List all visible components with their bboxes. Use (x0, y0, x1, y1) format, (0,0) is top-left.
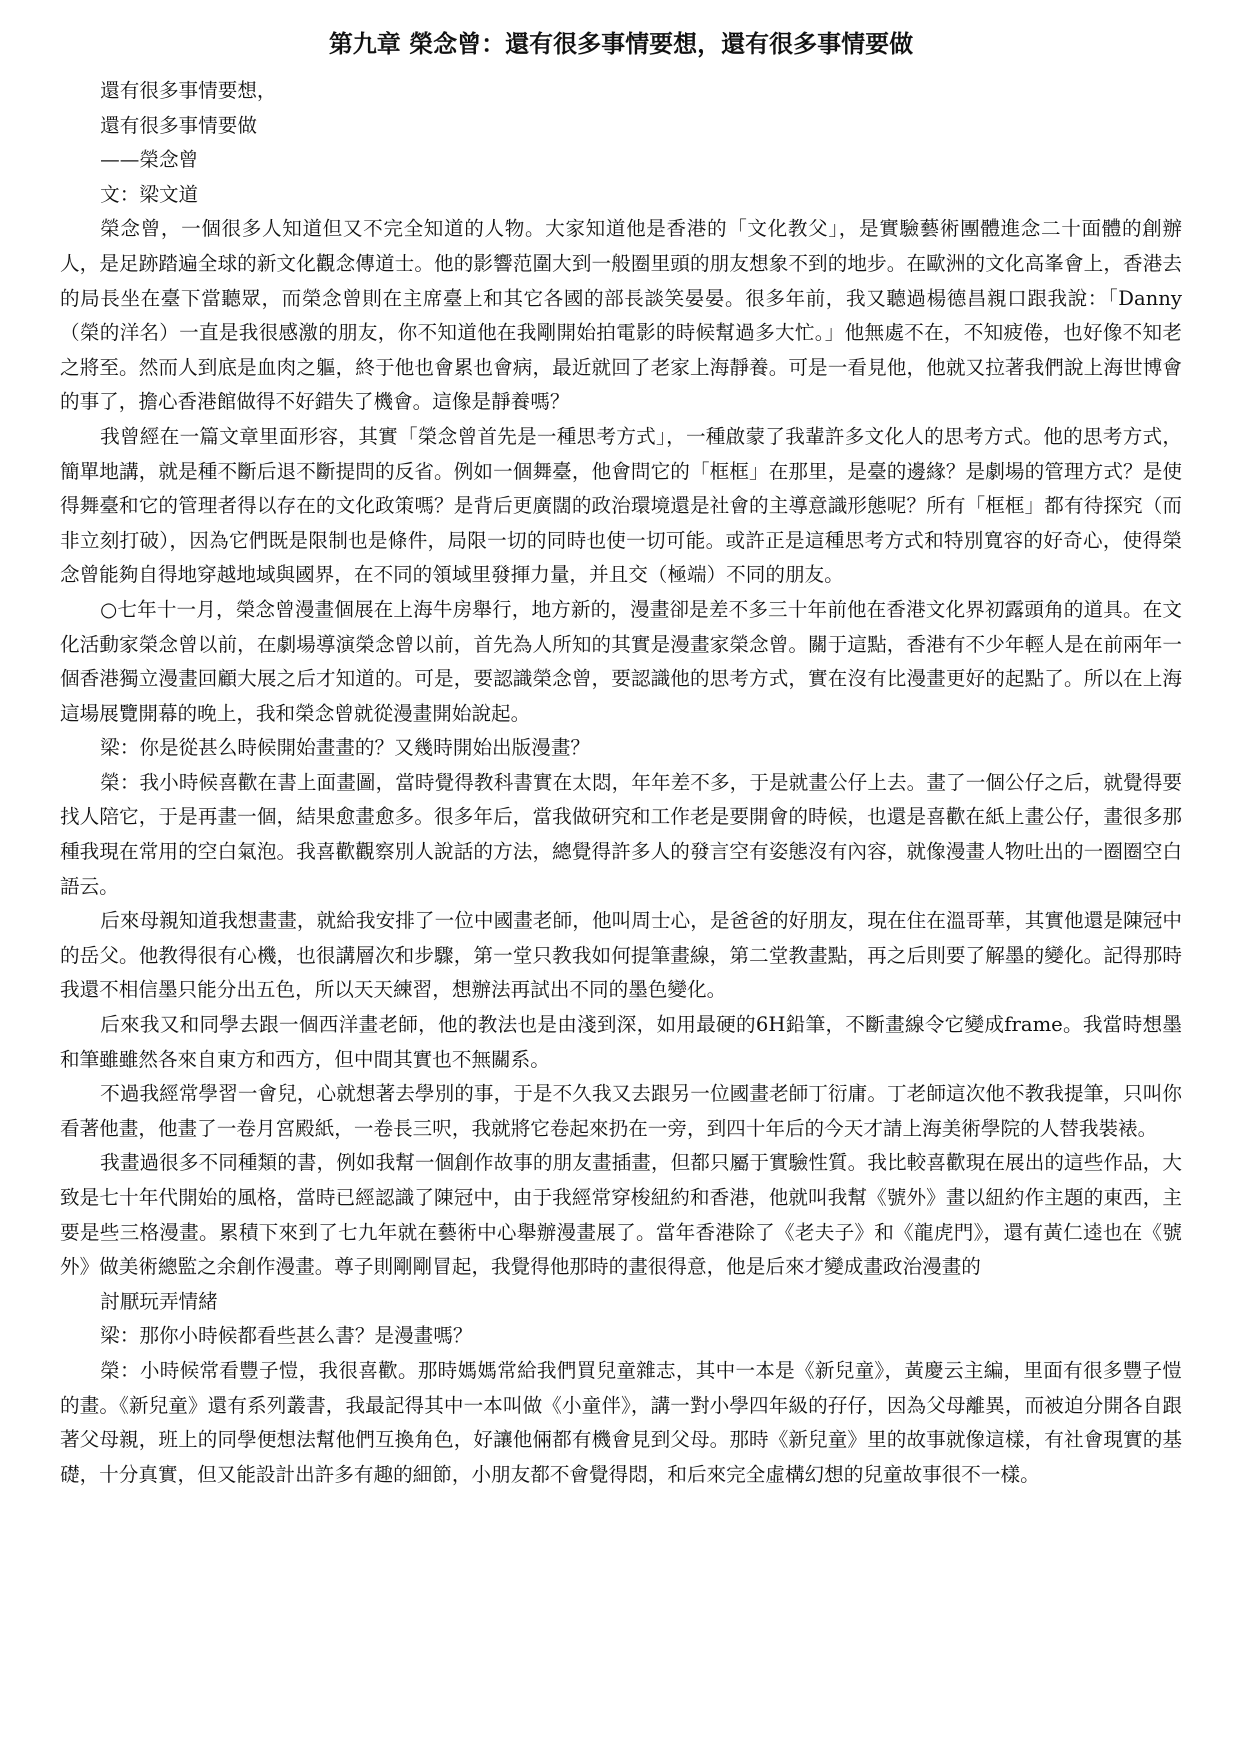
body-paragraph: 后來我又和同學去跟一個西洋畫老師，他的教法也是由淺到深，如用最硬的6H鉛筆，不斷畫線令它變成frame。我當時想墨和筆雖雖然各來自東方和西方，但中間其實也不無關系。 (60, 1013, 1182, 1071)
body-paragraph: 榮念曾，一個很多人知道但又不完全知道的人物。大家知道他是香港的「文化教父」，是實驗藝術團體進念二十面體的創辦人，是足跡踏遍全球的新文化觀念傳道士。他的影響范圍大到一般圈里頭的朋友想象不到的地步。在歐洲的文化高峯會上，香港去的局長坐在臺下當聽眾，而榮念曾則在主席臺上和其它各國的部長談笑晏晏。很多年前，我又聽過楊德昌親口跟我說：「Danny（榮的洋名）一直是我很感激的朋友，你不知道他在我剛開始拍電影的時候幫過多大忙。」他無處不在，不知疲倦，也好像不知老之將至。然而人到底是血肉之軀，終于他也會累也會病，最近就回了老家上海靜養。可是一看見他，他就又拉著我們說上海世博會的事了，擔心香港館做得不好錯失了機會。這像是靜養嗎？ (60, 217, 1182, 414)
chapter-title: 第九章 榮念曾：還有很多事情要想，還有很多事情要做 (328, 30, 914, 58)
interview-answer: 榮：小時候常看豐子愷，我很喜歡。那時媽媽常給我們買兒童雜志，其中一本是《新兒童》，黃慶云主編，里面有很多豐子愷的畫。《新兒童》還有系列叢書，我最記得其中一本叫做《小童伴》，講一對小學四年級的孖仔，因為父母離異，而被迫分開各自跟著父母親，班上的同學便想法幫他們互換角色，好讓他倆都有機會見到父母。那時《新兒童》里的故事就像這樣，有社會現實的基礎，十分真實，但又能設計出許多有趣的細節，小朋友都不會覺得悶，和后來完全虛構幻想的兒童故事很不一樣。 (60, 1358, 1182, 1486)
body-paragraph: ○七年十一月，榮念曾漫畫個展在上海牛房舉行，地方新的，漫畫卻是差不多三十年前他在香港文化界初露頭角的道具。在文化活動家榮念曾以前，在劇場導演榮念曾以前，首先為人所知的其實是漫畫家榮念曾。關于這點，香港有不少年輕人是在前兩年一個香港獨立漫畫回顧大展之后才知道的。可是，要認識榮念曾，要認識他的思考方式，實在沒有比漫畫更好的起點了。所以在上海這場展覽開幕的晚上，我和榮念曾就從漫畫開始說起。 (60, 597, 1182, 725)
epigraph-line-1: 還有很多事情要想， (100, 79, 277, 102)
body-paragraph: 我畫過很多不同種類的書，例如我幫一個創作故事的朋友畫插畫，但都只屬于實驗性質。我比較喜歡現在展出的這些作品，大致是七十年代開始的風格，當時已經認識了陳冠中，由于我經常穿梭紐約和香港，他就叫我幫《號外》畫以紐約作主題的東西，主要是些三格漫畫。累積下來到了七九年就在藝術中心舉辦漫畫展了。當年香港除了《老夫子》和《龍虎門》，還有黃仁逵也在《號外》做美術總監之余創作漫畫。尊子則剛剛冒起，我覺得他那時的畫很得意，他是后來才變成畫政治漫畫的 (60, 1151, 1182, 1279)
body-paragraph: 不過我經常學習一會兒，心就想著去學別的事，于是不久我又去跟另一位國畫老師丁衍庸。丁老師這次他不教我提筆，只叫你看著他畫，他畫了一卷月宮殿紙，一卷長三呎，我就將它卷起來扔在一旁，到四十年后的今天才請上海美術學院的人替我裝裱。 (60, 1082, 1182, 1140)
epigraph-line-2: 還有很多事情要做 (100, 113, 257, 137)
interview-answer: 榮：我小時候喜歡在書上面畫圖，當時覺得教科書實在太悶，年年差不多，于是就畫公仔上去。畫了一個公仔之后，就覺得要找人陪它，于是再畫一個，結果愈畫愈多。很多年后，當我做研究和工作老是要開會的時候，也還是喜歡在紙上畫公仔，畫很多那種我現在常用的空白氣泡。我喜歡觀察別人說話的方法，總覺得許多人的發言空有姿態沒有內容，就像漫畫人物吐出的一圈圈空白語云。 (60, 770, 1182, 898)
interview-question: 梁：你是從甚么時候開始畫畫的？又幾時開始出版漫畫？ (100, 736, 591, 760)
epigraph-attribution: ——榮念曾 (100, 148, 199, 172)
body-paragraph: 后來母親知道我想畫畫，就給我安排了一位中國畫老師，他叫周士心，是爸爸的好朋友，現在住在溫哥華，其實他還是陳冠中的岳父。他教得很有心機，也很講層次和步驟，第一堂只教我如何提筆畫線，第二堂教畫點，再之后則要了解墨的變化。記得那時我還不相信墨只能分出五色，所以天天練習，想辦法再試出不同的墨色變化。 (60, 909, 1182, 1002)
interview-question: 梁：那你小時候都看些甚么書？是漫畫嗎？ (100, 1324, 473, 1348)
section-subheading: 討厭玩弄情緒 (100, 1289, 218, 1313)
byline: 文：梁文道 (100, 182, 199, 206)
body-paragraph: 我曾經在一篇文章里面形容，其實「榮念曾首先是一種思考方式」，一種啟蒙了我輩許多文化人的思考方式。他的思考方式，簡單地講，就是種不斷后退不斷提問的反省。例如一個舞臺，他會問它的「框框」在那里，是臺的邊緣？是劇場的管理方式？是使得舞臺和它的管理者得以存在的文化政策嗎？是背后更廣闊的政治環境還是社會的主導意識形態呢？所有「框框」都有待探究（而非立刻打破），因為它們既是限制也是條件，局限一切的同時也使一切可能。或許正是這種思考方式和特別寬容的好奇心，使得榮念曾能夠自得地穿越地域與國界，在不同的領域里發揮力量，并且交（極端）不同的朋友。 (60, 424, 1182, 587)
